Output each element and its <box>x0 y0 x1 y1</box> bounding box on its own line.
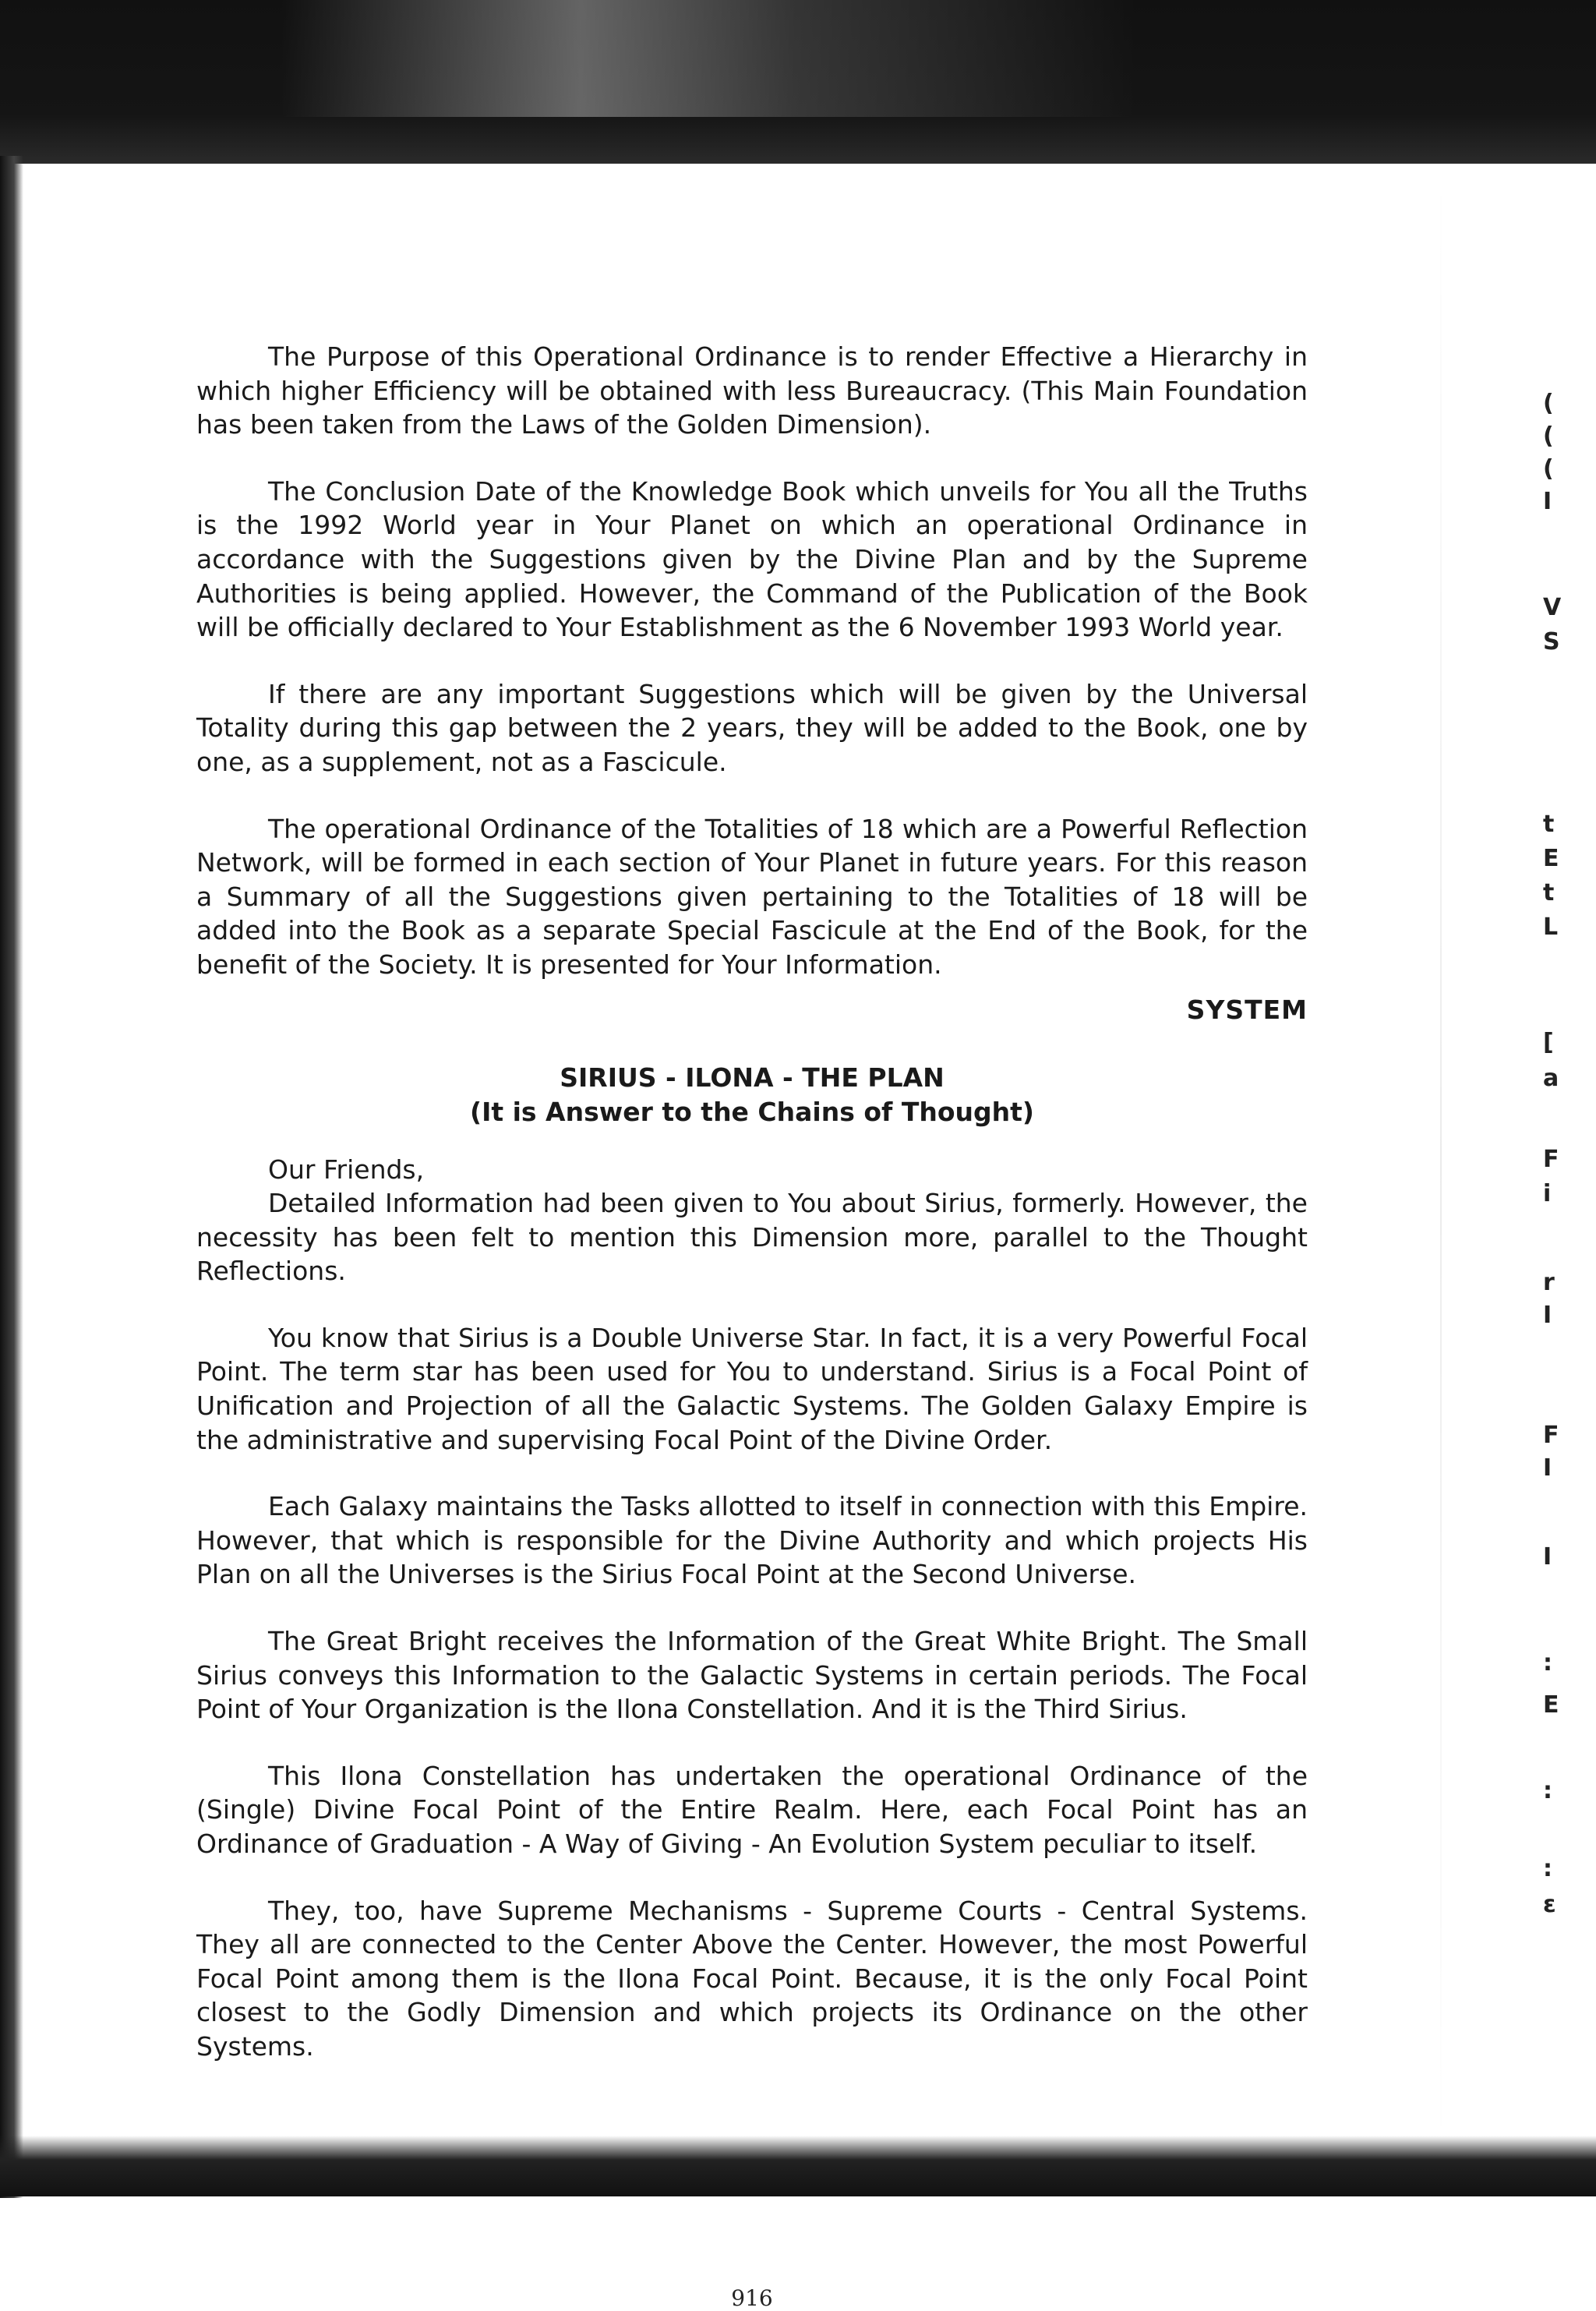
fragment: : <box>1543 1649 1552 1677</box>
facing-page-fragments <box>1543 374 1590 1972</box>
fragment: E <box>1543 1691 1559 1719</box>
fragment: ( <box>1543 422 1554 450</box>
paragraph: The Purpose of this Operational Ordinance is to render Effective a Hierarchy in which higher Efficiency will be obtained with less Bureaucracy. (This Main Foundation has been taken from the Laws of the Golden Dimension). <box>196 341 1308 440</box>
paragraph: The Conclusion Date of the Knowledge Book which unveils for You all the Truths is the 1992 World year in Your Planet on which an operational Ordinance in accordance with the Suggestions given by the Divine Plan and by the Supreme Authorities is being applied. However, the Command of the Publication of the Book will be officially declared to Your Establishment as the 6 November 1993 World year. <box>196 475 1308 643</box>
paragraph: The Great Bright receives the Information of the Great White Bright. The Small Sirius conveys this Information to the Galactic Systems in certain periods. The Focal Point of Your Organization is the Ilona Constellation. And it is the Third Sirius. <box>196 1626 1308 1725</box>
fragment: t <box>1543 811 1555 838</box>
paragraph: The operational Ordinance of the Totalities of 18 which are a Powerful Reflection Network, will be formed in each section of Your Planet in future years. For this reason a Summary of all the Suggestions given pertaining to the Totalities of 18 will be added into the Book as a separate Special Fascicule at the End of the Book, for the benefit of the Society. It is presented for Your Information. <box>196 813 1308 980</box>
fragment: F <box>1543 1422 1559 1449</box>
fragment: V <box>1543 594 1562 621</box>
fragment: F <box>1543 1146 1559 1173</box>
salutation: Our Friends, <box>268 1154 425 1185</box>
section-subtitle: (It is Answer to the Chains of Thought) <box>469 1096 1035 1127</box>
scan-top-glare <box>281 0 1138 117</box>
fragment: I <box>1543 488 1552 515</box>
fragment: I <box>1543 1302 1552 1329</box>
scan-left-edge <box>0 156 23 2198</box>
paragraph: If there are any important Suggestions which will be given by the Universal Totality during this gap between the 2 years, they will be added to the Book, one by one, as a supplement, not as a Fascicule. <box>196 678 1308 777</box>
paragraph: This Ilona Constellation has undertaken the operational Ordinance of the (Single) Divine Focal Point of the Entire Realm. Here, each Focal Point has an Ordinance of Graduation - A Way of Giving - An Evolution System peculiar to itself. <box>196 1760 1308 1859</box>
paragraph: Each Galaxy maintains the Tasks allotted to itself in connection with this Empire. However, that which is responsible for the Divine Authority and which projects His Plan on all the Universes is the Sirius Focal Point at the Second Universe. <box>196 1491 1308 1590</box>
book-gutter <box>1440 171 1442 2151</box>
fragment: I <box>1543 1543 1552 1571</box>
fragment: i <box>1543 1180 1552 1207</box>
page-number: 916 <box>731 2285 773 2311</box>
fragment: ( <box>1543 390 1554 417</box>
fragment: : <box>1543 1855 1552 1882</box>
fragment: S <box>1543 628 1560 655</box>
scan-bottom-edge <box>0 2136 1596 2196</box>
fragment: L <box>1543 913 1559 941</box>
fragment: E <box>1543 845 1559 872</box>
section-label: SYSTEM <box>1186 994 1308 1025</box>
fragment: I <box>1543 1454 1552 1482</box>
paragraph: They, too, have Supreme Mechanisms - Supreme Courts - Central Systems. They all are connected to the Center Above the Center. However, the most Powerful Focal Point among them is the Ilona Focal Point. Because, it is the only Focal Point closest to the Godly Dimension and which projects its Ordinance on the other Systems. <box>196 1895 1308 2062</box>
fragment: ε <box>1543 1891 1556 1918</box>
fragment: [ <box>1543 1029 1554 1056</box>
fragment: t <box>1543 879 1555 906</box>
fragment: r <box>1543 1269 1555 1296</box>
fragment: a <box>1543 1065 1559 1092</box>
section-title: SIRIUS - ILONA - THE PLAN <box>560 1062 945 1093</box>
fragment: ( <box>1543 455 1554 482</box>
paragraph: Detailed Information had been given to You about Sirius, formerly. However, the necessity has been felt to mention this Dimension more, parallel to the Thought Reflections. <box>196 1188 1308 1287</box>
fragment: : <box>1543 1777 1552 1804</box>
book-page <box>196 340 1308 2311</box>
paragraph: You know that Sirius is a Double Universe Star. In fact, it is a very Powerful Focal Point. The term star has been used for You to understand. Sirius is a Focal Point of Unification and Projection of all the Galactic Systems. The Golden Galaxy Empire is the administrative and supervising Focal Point of the Divine Order. <box>196 1322 1308 1455</box>
